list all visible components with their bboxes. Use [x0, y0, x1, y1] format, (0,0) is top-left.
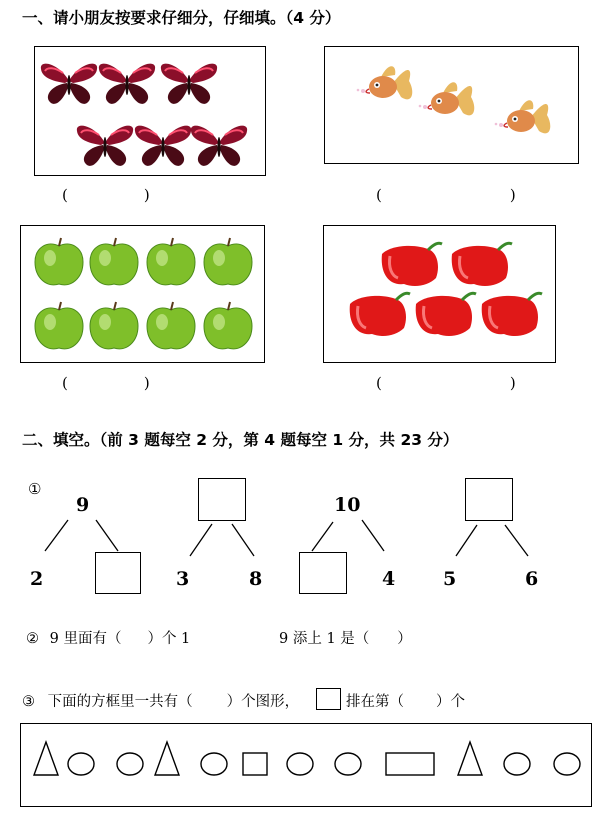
butterfly-icon	[35, 47, 267, 177]
butterfly-icon	[135, 126, 191, 166]
circle-shape	[554, 753, 580, 775]
butterfly-icon	[161, 64, 217, 104]
rectangle-shape	[386, 753, 434, 775]
butterfly-picture-box	[34, 46, 266, 176]
question-3-text4: ）个	[436, 694, 465, 710]
apple-icon	[147, 238, 195, 285]
question-1-marker: ①	[28, 480, 42, 498]
tree-2-left-number: 3	[176, 568, 190, 590]
question-2-part2: 9 添上 1 是（	[279, 631, 370, 647]
section-2-title: 二、填空。（前 3 题每空 2 分，第 4 题每空 1 分，共 23 分）	[22, 431, 459, 449]
red-pepper-icon	[324, 226, 557, 364]
circle-shape	[68, 753, 94, 775]
paren-left: (	[62, 186, 68, 204]
paren-right: )	[143, 374, 150, 392]
circle-shape	[117, 753, 143, 775]
butterfly-icon	[41, 64, 97, 104]
circle-shape	[504, 753, 530, 775]
question-2	[26, 627, 190, 648]
butterfly-icon	[191, 126, 247, 166]
tree-4-left-number: 5	[443, 568, 457, 590]
tree-1-answer-box[interactable]	[95, 552, 141, 594]
apple-icon	[204, 302, 252, 349]
paren-right: )	[509, 374, 516, 392]
red-pepper-icon	[382, 243, 442, 286]
tree-1-top-number: 9	[76, 494, 90, 516]
question-2-second	[279, 627, 412, 648]
triangle-shape	[34, 742, 58, 775]
circle-shape	[335, 753, 361, 775]
paren-left: (	[62, 374, 68, 392]
inline-square-shape-icon	[316, 688, 341, 710]
section-1-title: 一、请小朋友按要求仔细分，仔细填。（4 分）	[22, 9, 341, 27]
paren-right: )	[143, 186, 150, 204]
question-2-part2-end: ）	[397, 631, 412, 647]
goldfish-icon	[325, 47, 580, 165]
tree-1-right-branch	[96, 520, 118, 551]
question-3-text1: 下面的方框里一共有（	[47, 694, 193, 710]
tree-3-top-number: 10	[334, 494, 361, 516]
tree-3-right-branch	[362, 520, 384, 551]
answer-blank-butterflies[interactable]	[62, 186, 150, 204]
triangle-shape	[155, 742, 179, 775]
question-2-part1-end: ）个 1	[147, 631, 191, 647]
question-3-second	[346, 690, 465, 711]
question-3-text3: 排在第（	[346, 694, 404, 710]
apple-icon	[21, 226, 266, 364]
tree-2-left-branch	[190, 524, 212, 556]
apple-icon	[90, 302, 138, 349]
question-3-marker: ③	[22, 694, 35, 710]
paren-right: )	[509, 186, 516, 204]
tree-4-answer-box[interactable]	[465, 478, 513, 521]
tree-2-right-number: 8	[249, 568, 263, 590]
goldfish-icon	[419, 82, 475, 115]
tree-1-left-branch	[45, 520, 68, 551]
goldfish-icon	[357, 66, 413, 99]
red-pepper-icon	[350, 293, 410, 336]
answer-blank-peppers[interactable]	[376, 374, 516, 392]
square-shape	[243, 753, 267, 775]
circle-shape	[201, 753, 227, 775]
triangle-shape	[458, 742, 482, 775]
tree-2-right-branch	[232, 524, 254, 556]
tree-3-answer-box[interactable]	[299, 552, 347, 594]
tree-3-right-number: 4	[382, 568, 396, 590]
red-pepper-icon	[482, 293, 542, 336]
butterfly-icon	[77, 126, 133, 166]
answer-blank-apples[interactable]	[62, 374, 150, 392]
paren-left: (	[376, 374, 382, 392]
apple-picture-box	[20, 225, 265, 363]
apple-icon	[147, 302, 195, 349]
tree-4-left-branch	[456, 525, 477, 556]
red-pepper-icon	[452, 243, 512, 286]
question-3	[22, 690, 299, 711]
apple-icon	[35, 238, 83, 285]
tree-4-right-branch	[505, 525, 528, 556]
question-2-part1: 9 里面有（	[49, 631, 122, 647]
circle-shape	[287, 753, 313, 775]
question-2-marker: ②	[26, 631, 39, 647]
fish-picture-box	[324, 46, 579, 164]
apple-icon	[90, 238, 138, 285]
butterfly-icon	[99, 64, 155, 104]
question-3-text2: ）个图形，	[226, 694, 300, 710]
tree-4-right-number: 6	[525, 568, 539, 590]
apple-icon	[35, 302, 83, 349]
tree-2-answer-box[interactable]	[198, 478, 246, 521]
answer-blank-fish[interactable]	[376, 186, 516, 204]
shapes-box	[20, 723, 592, 807]
red-pepper-icon	[416, 293, 476, 336]
tree-3-left-branch	[312, 522, 333, 551]
tree-1-left-number: 2	[30, 568, 44, 590]
goldfish-icon	[495, 100, 551, 133]
shapes-row	[21, 724, 593, 808]
paren-left: (	[376, 186, 382, 204]
apple-icon	[204, 238, 252, 285]
pepper-picture-box	[323, 225, 556, 363]
